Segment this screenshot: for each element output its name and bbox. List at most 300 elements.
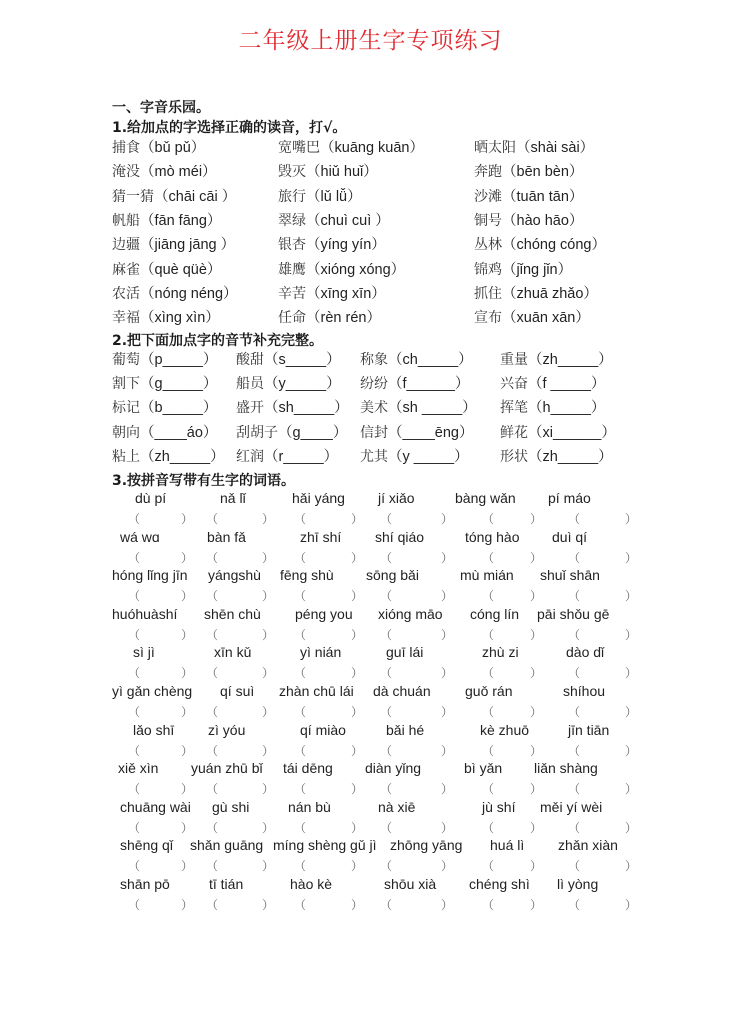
answer-paren-open[interactable]: （ xyxy=(294,589,307,604)
answer-paren-open[interactable]: （ xyxy=(128,666,141,681)
q1-word: 沙滩 xyxy=(474,188,502,205)
section-heading: 一、字音乐园。 xyxy=(112,100,210,116)
q2-blank-input[interactable]: （xi______） xyxy=(528,424,616,441)
q2-blank-input[interactable]: （g____） xyxy=(278,424,348,441)
q3-pinyin: xiě xìn xyxy=(118,760,159,777)
q1-word: 捕食 xyxy=(112,140,140,156)
answer-paren-close[interactable]: ） xyxy=(262,782,275,797)
answer-paren-close[interactable]: ） xyxy=(351,512,364,526)
answer-paren-close[interactable]: ） xyxy=(625,859,638,874)
q2-word: 鲜花 xyxy=(500,424,528,441)
q2-word: 酸甜 xyxy=(236,352,264,368)
answer-paren-close[interactable]: ） xyxy=(441,627,454,642)
answer-paren-open[interactable]: （ xyxy=(206,782,219,797)
q3-pinyin: pāi shǒu gē xyxy=(537,605,610,622)
q2-blank-input[interactable]: （y _____） xyxy=(388,448,469,465)
q3-pinyin: guǒ rán xyxy=(465,683,513,699)
q3-pinyin: dà chuán xyxy=(373,683,431,699)
answer-paren-open[interactable]: （ xyxy=(206,859,219,874)
answer-paren-close[interactable]: ） xyxy=(181,627,194,642)
answer-paren-close[interactable]: ） xyxy=(441,550,454,565)
answer-paren-open[interactable]: （ xyxy=(482,512,495,526)
answer-paren-open[interactable]: （ xyxy=(128,859,141,874)
answer-paren-open[interactable]: （ xyxy=(568,820,581,835)
q2-word: 兴奋 xyxy=(500,376,528,393)
q2-blank-input[interactable]: （sh_____） xyxy=(264,400,349,417)
q2-item xyxy=(500,421,616,441)
answer-paren-open[interactable]: （ xyxy=(380,550,393,565)
q2-word: 称象 xyxy=(360,352,388,368)
answer-paren-close[interactable]: ） xyxy=(530,820,543,835)
q1-item xyxy=(474,209,583,229)
answer-paren-open[interactable]: （ xyxy=(128,705,141,719)
answer-paren-open[interactable]: （ xyxy=(380,705,393,719)
answer-paren-open[interactable]: （ xyxy=(294,898,307,912)
answer-paren-close[interactable]: ） xyxy=(181,743,194,758)
q1-options[interactable]: （nóng néng） xyxy=(140,285,238,302)
answer-paren-close[interactable]: ） xyxy=(181,898,194,912)
q1-item xyxy=(474,136,594,156)
q3-pinyin: xióng māo xyxy=(378,605,443,622)
q3-pinyin: yì nián xyxy=(300,644,342,661)
answer-paren-open[interactable]: （ xyxy=(380,743,393,758)
answer-paren-close[interactable]: ） xyxy=(441,666,454,681)
answer-paren-open[interactable]: （ xyxy=(482,859,495,874)
q1-options[interactable]: （jǐng jǐn） xyxy=(502,261,573,278)
answer-paren-open[interactable]: （ xyxy=(206,550,219,565)
q2-blank-input[interactable]: （ch_____） xyxy=(388,352,473,368)
q3-pinyin: guī lái xyxy=(386,644,424,661)
answer-paren-open[interactable]: （ xyxy=(568,627,581,642)
q1-item xyxy=(474,160,583,180)
q2-word: 盛开 xyxy=(236,400,264,417)
q2-item xyxy=(360,396,477,416)
q1-word: 奔跑 xyxy=(474,164,502,181)
answer-paren-close[interactable]: ） xyxy=(351,666,364,681)
q3-pinyin: chéng shì xyxy=(469,876,530,892)
q1-word: 锦鸡 xyxy=(474,261,502,278)
q2-item xyxy=(500,445,613,465)
q1-word: 帆船 xyxy=(112,212,140,229)
q1-word: 猜一猜 xyxy=(112,188,154,205)
q2-blank-input[interactable]: （____áo） xyxy=(140,424,218,441)
answer-paren-open[interactable]: （ xyxy=(482,550,495,565)
answer-paren-close[interactable]: ） xyxy=(351,782,364,797)
q3-pinyin: duì qí xyxy=(552,528,588,545)
q2-blank-input[interactable]: （zh_____） xyxy=(528,352,613,368)
answer-paren-close[interactable]: ） xyxy=(625,666,638,681)
answer-paren-close[interactable]: ） xyxy=(351,705,364,719)
answer-paren-close[interactable]: ） xyxy=(181,589,194,604)
answer-paren-close[interactable]: ） xyxy=(625,743,638,758)
answer-paren-close[interactable]: ） xyxy=(262,743,275,758)
answer-paren-open[interactable]: （ xyxy=(206,666,219,681)
answer-paren-open[interactable]: （ xyxy=(482,627,495,642)
q2-item xyxy=(236,421,347,441)
answer-paren-open[interactable]: （ xyxy=(128,782,141,797)
q1-item xyxy=(278,160,378,180)
q2-item xyxy=(112,348,217,368)
answer-paren-close[interactable]: ） xyxy=(351,820,364,835)
answer-paren-open[interactable]: （ xyxy=(294,820,307,835)
answer-paren-open[interactable]: （ xyxy=(380,898,393,912)
q2-word: 挥笔 xyxy=(500,400,528,417)
q1-item xyxy=(278,185,362,205)
answer-paren-open[interactable]: （ xyxy=(294,512,307,526)
q2-item xyxy=(236,372,341,392)
q2-item xyxy=(236,348,341,368)
answer-paren-close[interactable]: ） xyxy=(262,589,275,604)
q3-pinyin: liǎn shàng xyxy=(534,760,598,777)
q1-word: 淹没 xyxy=(112,164,140,181)
q1-options[interactable]: （hào hāo） xyxy=(502,212,584,229)
q3-pinyin: bàng wǎn xyxy=(455,490,516,506)
answer-paren-open[interactable]: （ xyxy=(482,782,495,797)
q3-pinyin: yuán zhū bǐ xyxy=(191,760,263,777)
answer-paren-close[interactable]: ） xyxy=(441,589,454,604)
q3-pinyin: hào kè xyxy=(290,876,333,892)
answer-paren-close[interactable]: ） xyxy=(625,705,638,719)
q1-word: 银杏 xyxy=(278,237,306,254)
answer-paren-open[interactable]: （ xyxy=(294,705,307,719)
q1-item xyxy=(474,258,572,278)
answer-paren-open[interactable]: （ xyxy=(568,898,581,912)
answer-paren-open[interactable]: （ xyxy=(568,743,581,758)
answer-paren-close[interactable]: ） xyxy=(441,859,454,874)
answer-paren-close[interactable]: ） xyxy=(262,820,275,835)
page-title: 二年级上册生字专项练习 xyxy=(238,28,503,54)
q1-word: 边疆 xyxy=(112,237,140,254)
q2-blank-input[interactable]: （zh_____） xyxy=(528,448,613,465)
answer-paren-open[interactable]: （ xyxy=(294,859,307,874)
answer-paren-open[interactable]: （ xyxy=(294,550,307,565)
q2-word: 葡萄 xyxy=(112,352,140,368)
q1-options[interactable]: （chóng cóng） xyxy=(502,237,606,254)
answer-paren-open[interactable]: （ xyxy=(206,627,219,642)
answer-paren-open[interactable]: （ xyxy=(568,589,581,604)
q1-item xyxy=(474,282,598,302)
q1-options[interactable]: （lǔ lǚ） xyxy=(306,188,362,205)
q2-blank-input[interactable]: （h_____） xyxy=(528,400,606,417)
answer-paren-open[interactable]: （ xyxy=(380,782,393,797)
q1-word: 幸福 xyxy=(112,310,140,327)
q1-options[interactable]: （hiǔ huǐ） xyxy=(306,164,378,181)
q1-options[interactable]: （zhuā zhǎo） xyxy=(502,285,598,302)
q1-item xyxy=(474,306,590,326)
q3-pinyin: shōu xià xyxy=(384,876,437,892)
q3-pinyin: shíhou xyxy=(563,683,606,699)
answer-paren-close[interactable]: ） xyxy=(441,898,454,912)
answer-paren-close[interactable]: ） xyxy=(262,550,275,565)
answer-paren-open[interactable]: （ xyxy=(482,666,495,681)
answer-paren-open[interactable]: （ xyxy=(294,743,307,758)
answer-paren-close[interactable]: ） xyxy=(625,782,638,797)
answer-paren-close[interactable]: ） xyxy=(351,589,364,604)
q2-word: 重量 xyxy=(500,352,528,368)
q1-word: 宽嘴巴 xyxy=(278,140,320,156)
q2-blank-input[interactable]: （zh_____） xyxy=(140,448,225,465)
q3-pinyin: shān pō xyxy=(120,876,170,892)
answer-paren-close[interactable]: ） xyxy=(181,782,194,797)
answer-paren-close[interactable]: ） xyxy=(625,512,638,526)
answer-paren-open[interactable]: （ xyxy=(206,743,219,758)
answer-paren-open[interactable]: （ xyxy=(294,782,307,797)
q3-pinyin: jí xiǎo xyxy=(378,490,415,506)
q2-item xyxy=(500,348,613,368)
question-2-heading: 2.把下面加点字的音节补充完整。 xyxy=(112,333,324,349)
q3-pinyin: yángshù xyxy=(208,567,261,584)
q3-pinyin: mù mián xyxy=(460,567,514,584)
answer-paren-close[interactable]: ） xyxy=(441,782,454,797)
q1-item xyxy=(474,233,606,253)
answer-paren-close[interactable]: ） xyxy=(530,666,543,681)
q1-options[interactable]: （shài sài） xyxy=(516,140,595,156)
q3-pinyin: tī tián xyxy=(209,876,244,892)
q1-options[interactable]: （tuān tān） xyxy=(502,188,584,205)
q1-options[interactable]: （xuān xān） xyxy=(502,310,590,327)
answer-paren-open[interactable]: （ xyxy=(482,820,495,835)
q1-item xyxy=(112,136,205,156)
q3-pinyin: tóng hào xyxy=(465,528,520,545)
answer-paren-close[interactable]: ） xyxy=(625,820,638,835)
q3-pinyin: huóhuàshí xyxy=(112,605,178,622)
q1-options[interactable]: （xìng xìn） xyxy=(140,310,220,327)
q1-options[interactable]: （mò méi） xyxy=(140,164,217,181)
answer-paren-close[interactable]: ） xyxy=(262,705,275,719)
answer-paren-open[interactable]: （ xyxy=(482,705,495,719)
q3-pinyin: cóng lín xyxy=(470,605,520,622)
q3-pinyin: nà xiē xyxy=(378,798,416,815)
q3-pinyin: tái dēng xyxy=(283,760,333,777)
q2-blank-input[interactable]: （r_____） xyxy=(264,448,339,465)
answer-paren-close[interactable]: ） xyxy=(530,859,543,874)
q3-pinyin: nán bù xyxy=(288,798,331,815)
q2-blank-input[interactable]: （f _____） xyxy=(528,376,606,393)
answer-paren-open[interactable]: （ xyxy=(568,550,581,565)
q1-options[interactable]: （chāi cāi ） xyxy=(154,188,237,205)
answer-paren-close[interactable]: ） xyxy=(181,666,194,681)
q1-word: 丛林 xyxy=(474,237,502,254)
answer-paren-open[interactable]: （ xyxy=(482,743,495,758)
answer-paren-open[interactable]: （ xyxy=(568,705,581,719)
q2-item xyxy=(500,396,605,416)
q2-blank-input[interactable]: （g_____） xyxy=(140,376,218,393)
q3-pinyin: shuǐ shān xyxy=(540,567,600,584)
q1-item xyxy=(112,160,217,180)
answer-paren-close[interactable]: ） xyxy=(181,550,194,565)
answer-paren-close[interactable]: ） xyxy=(441,743,454,758)
answer-paren-close[interactable]: ） xyxy=(625,589,638,604)
q2-item xyxy=(500,372,605,392)
answer-paren-close[interactable]: ） xyxy=(441,705,454,719)
q1-word: 麻雀 xyxy=(112,261,140,278)
q2-item xyxy=(360,348,473,368)
q2-word: 船员 xyxy=(236,376,264,393)
q1-word: 雄鹰 xyxy=(278,261,306,278)
answer-paren-open[interactable]: （ xyxy=(128,743,141,758)
q3-pinyin: míng shèng gǔ jì xyxy=(273,837,377,854)
answer-paren-close[interactable]: ） xyxy=(181,820,194,835)
q3-pinyin: bǎi hé xyxy=(386,721,425,738)
q1-options[interactable]: （kuāng kuān） xyxy=(320,140,424,156)
q2-word: 标记 xyxy=(112,400,140,417)
answer-paren-close[interactable]: ） xyxy=(262,666,275,681)
q3-pinyin: chuāng wài xyxy=(120,798,191,815)
q1-word: 任命 xyxy=(278,310,306,327)
answer-paren-open[interactable]: （ xyxy=(128,627,141,642)
q2-blank-input[interactable]: （y_____） xyxy=(264,376,341,393)
answer-paren-open[interactable]: （ xyxy=(206,705,219,719)
q1-options[interactable]: （xīng xīn） xyxy=(306,285,386,302)
q3-pinyin: lì yòng xyxy=(557,876,599,892)
answer-paren-open[interactable]: （ xyxy=(568,859,581,874)
answer-paren-open[interactable]: （ xyxy=(128,589,141,604)
answer-paren-close[interactable]: ） xyxy=(351,550,364,565)
answer-paren-open[interactable]: （ xyxy=(482,898,495,912)
answer-paren-close[interactable]: ） xyxy=(181,512,194,526)
question-3-heading: 3.按拼音写带有生字的词语。 xyxy=(112,473,296,489)
q3-pinyin: qí suì xyxy=(220,683,255,699)
q3-pinyin: fēng shù xyxy=(280,567,334,584)
answer-paren-open[interactable]: （ xyxy=(128,898,141,912)
q1-item xyxy=(112,233,235,253)
answer-paren-close[interactable]: ） xyxy=(351,859,364,874)
q3-pinyin: xīn kǔ xyxy=(214,644,252,661)
answer-paren-open[interactable]: （ xyxy=(128,512,141,526)
q1-options[interactable]: （xióng xóng） xyxy=(306,261,406,278)
answer-paren-open[interactable]: （ xyxy=(568,782,581,797)
q3-pinyin: kè zhuō xyxy=(480,721,530,738)
q3-pinyin: hǎi yáng xyxy=(292,490,345,506)
q1-item xyxy=(112,185,236,205)
q3-pinyin: jù shí xyxy=(482,798,516,815)
q2-word: 尤其 xyxy=(360,448,388,465)
q1-word: 翠绿 xyxy=(278,212,306,229)
q1-word: 毁灭 xyxy=(278,164,306,181)
q1-item xyxy=(112,209,221,229)
q3-pinyin: péng you xyxy=(295,605,353,622)
q2-word: 信封 xyxy=(360,424,388,441)
q3-pinyin: nǎ lǐ xyxy=(220,490,246,506)
answer-paren-open[interactable]: （ xyxy=(206,820,219,835)
answer-paren-close[interactable]: ） xyxy=(530,589,543,604)
answer-paren-close[interactable]: ） xyxy=(530,743,543,758)
q3-pinyin: měi yí wèi xyxy=(540,798,603,815)
q1-options[interactable]: （bēn bèn） xyxy=(502,164,584,181)
q1-word: 辛苦 xyxy=(278,285,306,302)
q2-word: 朝向 xyxy=(112,424,140,441)
answer-paren-open[interactable]: （ xyxy=(294,666,307,681)
answer-paren-open[interactable]: （ xyxy=(380,859,393,874)
answer-paren-open[interactable]: （ xyxy=(206,589,219,604)
q1-item xyxy=(278,282,386,302)
q1-options[interactable]: （chuì cuì ） xyxy=(306,212,390,229)
q2-blank-input[interactable]: （p_____） xyxy=(140,352,218,368)
answer-paren-close[interactable]: ） xyxy=(262,512,275,526)
q2-item xyxy=(236,445,338,465)
q1-word: 铜号 xyxy=(474,212,502,229)
answer-paren-close[interactable]: ） xyxy=(181,859,194,874)
q1-item xyxy=(278,209,390,229)
answer-paren-open[interactable]: （ xyxy=(380,627,393,642)
q3-pinyin: shēng qǐ xyxy=(120,837,173,854)
answer-paren-close[interactable]: ） xyxy=(625,627,638,642)
answer-paren-close[interactable]: ） xyxy=(351,743,364,758)
answer-paren-open[interactable]: （ xyxy=(380,589,393,604)
answer-paren-close[interactable]: ） xyxy=(351,898,364,912)
q1-options[interactable]: （jiāng jāng ） xyxy=(140,237,236,254)
q1-options[interactable]: （fān fāng） xyxy=(140,212,222,229)
q2-item xyxy=(360,445,469,465)
q1-options[interactable]: （bǔ pǔ） xyxy=(140,140,206,156)
q1-item xyxy=(112,282,238,302)
answer-paren-close[interactable]: ） xyxy=(530,898,543,912)
q3-pinyin: bì yǎn xyxy=(464,760,503,777)
q2-word: 红润 xyxy=(236,448,264,465)
q1-options[interactable]: （yíng yín） xyxy=(306,237,386,254)
answer-paren-close[interactable]: ） xyxy=(181,705,194,719)
answer-paren-open[interactable]: （ xyxy=(482,589,495,604)
answer-paren-open[interactable]: （ xyxy=(206,898,219,912)
answer-paren-close[interactable]: ） xyxy=(530,627,543,642)
answer-paren-open[interactable]: （ xyxy=(380,512,393,526)
question-1-heading: 1.给加点的字选择正确的读音，打√。 xyxy=(112,120,347,136)
answer-paren-close[interactable]: ） xyxy=(262,627,275,642)
answer-paren-close[interactable]: ） xyxy=(530,705,543,719)
q1-options[interactable]: （rèn rén） xyxy=(306,310,381,327)
answer-paren-close[interactable]: ） xyxy=(530,512,543,526)
answer-paren-close[interactable]: ） xyxy=(530,782,543,797)
q3-pinyin: zhōng yāng xyxy=(390,837,463,854)
answer-paren-close[interactable]: ） xyxy=(441,512,454,526)
q2-blank-input[interactable]: （sh _____） xyxy=(388,400,477,417)
q1-word: 旅行 xyxy=(278,188,306,205)
q2-word: 美术 xyxy=(360,400,388,417)
answer-paren-open[interactable]: （ xyxy=(568,512,581,526)
q2-blank-input[interactable]: （f______） xyxy=(388,376,470,393)
q1-options[interactable]: （què qüè） xyxy=(140,261,222,278)
q2-item xyxy=(112,421,217,441)
answer-paren-open[interactable]: （ xyxy=(206,512,219,526)
q2-word: 纷纷 xyxy=(360,376,388,393)
answer-paren-close[interactable]: ） xyxy=(530,550,543,565)
answer-paren-close[interactable]: ） xyxy=(625,550,638,565)
q2-blank-input[interactable]: （s_____） xyxy=(264,352,341,368)
q3-pinyin: pí máo xyxy=(548,490,591,506)
q2-blank-input[interactable]: （b_____） xyxy=(140,400,218,417)
answer-paren-open[interactable]: （ xyxy=(568,666,581,681)
answer-paren-close[interactable]: ） xyxy=(262,898,275,912)
answer-paren-open[interactable]: （ xyxy=(128,550,141,565)
answer-paren-open[interactable]: （ xyxy=(128,820,141,835)
q3-pinyin: shí qiáo xyxy=(375,528,425,545)
q2-blank-input[interactable]: （____ēng） xyxy=(388,424,474,441)
q2-word: 粘上 xyxy=(112,448,140,465)
q1-word: 宣布 xyxy=(474,310,502,327)
q3-pinyin: sì jì xyxy=(133,644,155,661)
answer-paren-close[interactable]: ） xyxy=(262,859,275,874)
answer-paren-close[interactable]: ） xyxy=(351,627,364,642)
q2-item xyxy=(112,396,217,416)
answer-paren-open[interactable]: （ xyxy=(294,627,307,642)
answer-paren-close[interactable]: ） xyxy=(625,898,638,912)
answer-paren-open[interactable]: （ xyxy=(380,666,393,681)
q2-word: 割下 xyxy=(112,376,140,393)
q3-pinyin: shēn chù xyxy=(204,605,261,622)
q3-pinyin: yì gǎn chèng xyxy=(112,683,193,699)
answer-paren-open[interactable]: （ xyxy=(380,820,393,835)
answer-paren-close[interactable]: ） xyxy=(441,820,454,835)
